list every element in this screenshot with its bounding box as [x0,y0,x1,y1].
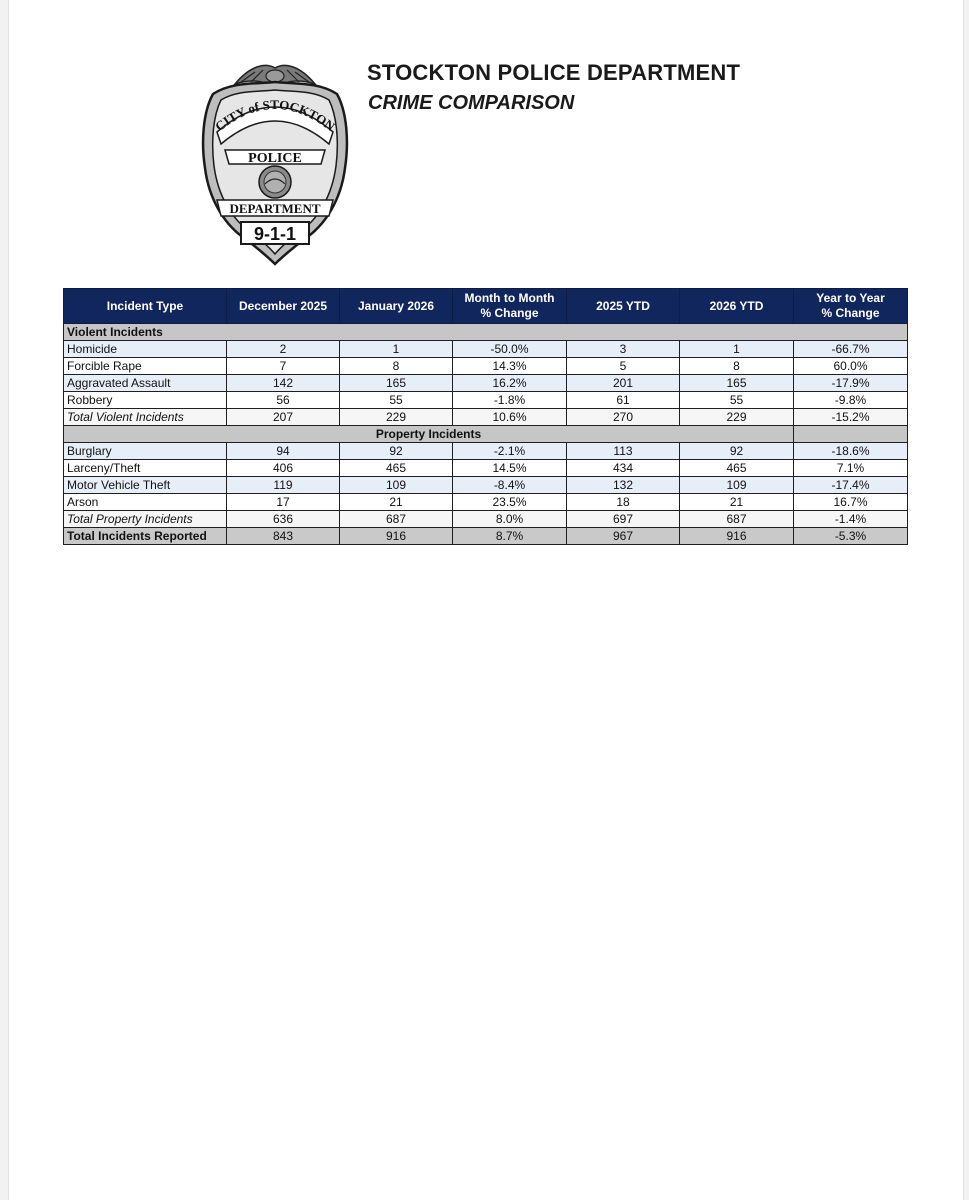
col-header-month-to-month: Month to Month % Change [453,289,567,324]
december-cell: 7 [227,358,340,375]
incident-type-cell: Burglary [64,443,227,460]
ytd-2025-cell: 3 [567,341,680,358]
table-row [64,477,908,494]
subtotal-label: Total Property Incidents [64,511,227,528]
january-cell: 916 [340,528,453,545]
yoy-change-cell: -15.2% [794,409,908,426]
ytd-2025-cell: 697 [567,511,680,528]
ytd-2026-cell: 109 [680,477,794,494]
january-cell: 1 [340,341,453,358]
december-cell: 119 [227,477,340,494]
january-cell: 21 [340,494,453,511]
mom-change-cell: -2.1% [453,443,567,460]
yoy-change-cell: -18.6% [794,443,908,460]
january-cell: 109 [340,477,453,494]
yoy-change-cell: -17.9% [794,375,908,392]
mom-change-cell: -8.4% [453,477,567,494]
january-cell: 229 [340,409,453,426]
incident-type-cell: Larceny/Theft [64,460,227,477]
yoy-change-cell: 16.7% [794,494,908,511]
december-cell: 636 [227,511,340,528]
december-cell: 406 [227,460,340,477]
crime-comparison-table [63,288,908,545]
mom-change-cell: -50.0% [453,341,567,358]
table-row [64,443,908,460]
january-cell: 165 [340,375,453,392]
badge-number-text: 9-1-1 [253,224,297,244]
subtotal-label: Total Violent Incidents [64,409,227,426]
ytd-2025-cell: 434 [567,460,680,477]
section-row-violent [64,324,908,341]
yoy-change-cell: -1.4% [794,511,908,528]
ytd-2025-cell: 201 [567,375,680,392]
badge-bottom-text: DEPARTMENT [229,201,321,216]
ytd-2026-cell: 916 [680,528,794,545]
section-label-property: Property Incidents [64,426,794,443]
ytd-2026-cell: 8 [680,358,794,375]
ytd-2026-cell: 165 [680,375,794,392]
yoy-change-cell: -5.3% [794,528,908,545]
incident-type-cell: Aggravated Assault [64,375,227,392]
badge-middle-text: POLICE [248,151,302,166]
ytd-2025-cell: 113 [567,443,680,460]
ytd-2026-cell: 92 [680,443,794,460]
page-subtitle: CRIME COMPARISON [368,92,575,114]
ytd-2025-cell: 967 [567,528,680,545]
section-row-property [64,426,908,443]
ytd-2025-cell: 132 [567,477,680,494]
december-cell: 56 [227,392,340,409]
january-cell: 8 [340,358,453,375]
december-cell: 207 [227,409,340,426]
ytd-2025-cell: 18 [567,494,680,511]
ytd-2026-cell: 21 [680,494,794,511]
grand-total-label: Total Incidents Reported [64,528,227,545]
ytd-2026-cell: 1 [680,341,794,358]
december-cell: 142 [227,375,340,392]
yoy-change-cell: 60.0% [794,358,908,375]
col-header-year-to-year: Year to Year % Change [794,289,908,324]
table-row [64,494,908,511]
table-header-row [64,289,908,324]
table-row [64,460,908,477]
yoy-change-cell: 7.1% [794,460,908,477]
incident-type-cell: Motor Vehicle Theft [64,477,227,494]
incident-type-cell: Arson [64,494,227,511]
incident-type-cell: Homicide [64,341,227,358]
january-cell: 465 [340,460,453,477]
mom-change-cell: 14.3% [453,358,567,375]
col-header-2025-ytd: 2025 YTD [567,289,680,324]
mom-change-cell: 16.2% [453,375,567,392]
police-badge-logo [195,60,355,266]
january-cell: 92 [340,443,453,460]
ytd-2025-cell: 270 [567,409,680,426]
yoy-change-cell: -66.7% [794,341,908,358]
ytd-2026-cell: 229 [680,409,794,426]
ytd-2026-cell: 55 [680,392,794,409]
december-cell: 17 [227,494,340,511]
table-row [64,392,908,409]
table-row [64,341,908,358]
table-row [64,358,908,375]
incident-type-cell: Robbery [64,392,227,409]
ytd-2026-cell: 687 [680,511,794,528]
january-cell: 687 [340,511,453,528]
subtotal-row-property [64,511,908,528]
yoy-change-cell: -9.8% [794,392,908,409]
section-label-violent: Violent Incidents [64,324,794,341]
ytd-2025-cell: 61 [567,392,680,409]
incident-type-cell: Forcible Rape [64,358,227,375]
mom-change-cell: 8.0% [453,511,567,528]
section-empty-cell [794,426,908,443]
subtotal-row-violent [64,409,908,426]
col-header-december-2025: December 2025 [227,289,340,324]
badge-top-text: CITY of STOCKTON [212,96,338,134]
mom-change-cell: 8.7% [453,528,567,545]
table-row [64,375,908,392]
december-cell: 2 [227,341,340,358]
section-empty-cell [794,324,908,341]
page-title: STOCKTON POLICE DEPARTMENT [367,60,741,85]
grand-total-row [64,528,908,545]
document-page [8,0,964,1200]
december-cell: 843 [227,528,340,545]
col-header-2026-ytd: 2026 YTD [680,289,794,324]
col-header-incident-type: Incident Type [64,289,227,324]
yoy-change-cell: -17.4% [794,477,908,494]
col-header-january-2026: January 2026 [340,289,453,324]
december-cell: 94 [227,443,340,460]
mom-change-cell: 10.6% [453,409,567,426]
ytd-2026-cell: 465 [680,460,794,477]
mom-change-cell: -1.8% [453,392,567,409]
mom-change-cell: 14.5% [453,460,567,477]
january-cell: 55 [340,392,453,409]
mom-change-cell: 23.5% [453,494,567,511]
ytd-2025-cell: 5 [567,358,680,375]
